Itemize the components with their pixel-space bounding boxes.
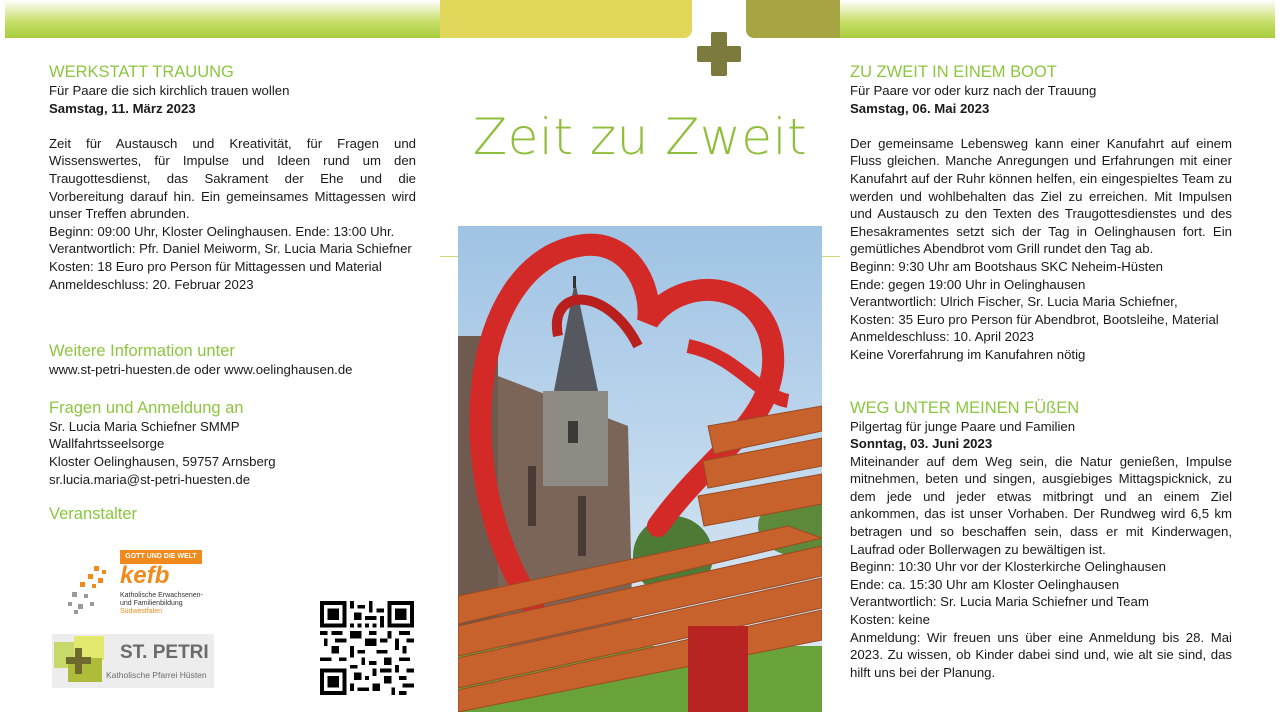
event2-detail: Kosten: 35 Euro pro Person für Abendbrot, Bootsleihe, Material bbox=[850, 311, 1219, 327]
event1-subtitle: Für Paare die sich kirchlich trauen wollen bbox=[49, 83, 290, 98]
event2-subtitle: Für Paare vor oder kurz nach der Trauung bbox=[850, 83, 1097, 98]
top-tile-yellow bbox=[440, 0, 692, 38]
st-petri-subtitle: Katholische Pfarrei Hüsten bbox=[106, 670, 207, 680]
cross-icon bbox=[697, 32, 741, 76]
kefb-badge: GOTT UND DIE WELT bbox=[120, 550, 202, 564]
event2-detail: Ende: gegen 19:00 Uhr in Oelinghausen bbox=[850, 276, 1086, 292]
top-band-right bbox=[840, 0, 1275, 38]
event3-subtitle: Pilgertag für junge Paare und Familien bbox=[850, 418, 1076, 434]
kefb-logo bbox=[62, 548, 212, 618]
right-column bbox=[850, 62, 1232, 681]
event2-detail: Verantwortlich: Ulrich Fischer, Sr. Lucia Maria Schiefner, bbox=[850, 294, 1178, 310]
kefb-line: Katholische Erwachsenen- bbox=[120, 592, 203, 599]
event2-detail: Anmeldeschluss: 10. April 2023 bbox=[850, 329, 1034, 345]
top-tile-olive bbox=[746, 0, 840, 38]
event1-detail: Verantwortlich: Pfr. Daniel Meiworm, Sr. Lucia Maria Schiefner bbox=[49, 241, 412, 257]
event3-detail: Beginn: 10:30 Uhr vor der Klosterkirche Oelinghausen bbox=[850, 559, 1166, 575]
kefb-line: und Familienbildung bbox=[120, 600, 183, 607]
contact-email[interactable]: sr.lucia.maria@st-petri-huesten.de bbox=[49, 471, 251, 487]
event2-detail: Beginn: 9:30 Uhr am Bootshaus SKC Neheim-Hüsten bbox=[850, 258, 1163, 274]
event3-heading: WEG UNTER MEINEN FÜßEN bbox=[850, 398, 1080, 417]
event2-detail: Keine Vorerfahrung im Kanufahren nötig bbox=[850, 346, 1086, 362]
contact-line: Sr. Lucia Maria Schiefner SMMP bbox=[49, 418, 240, 434]
contact-line: Kloster Oelinghausen, 59757 Arnsberg bbox=[49, 453, 276, 469]
event3-description: Miteinander auf dem Weg sein, die Natur genießen, Impulse mitnehmen, beten und singen, ausgiebiges Mittagspicknick, zu dem jede und jeder etwas mitbringt und an einem Ziel ankommen, das ist unser Vorhaben. Der Rundweg wird 6,5 km betragen und so beschaffen sein, dass er mit Kinderwagen, Laufrad oder Bollerwagen zu bewältigen ist. bbox=[850, 453, 1232, 557]
main-title: Zeit zu Zweit bbox=[472, 108, 808, 166]
st-petri-name: ST. PETRI bbox=[120, 642, 209, 663]
st-petri-logo bbox=[52, 634, 214, 688]
event3-detail: Kosten: keine bbox=[850, 612, 930, 628]
event1-detail: Anmeldeschluss: 20. Februar 2023 bbox=[49, 276, 254, 292]
info-heading: Weitere Information unter bbox=[49, 342, 235, 361]
info-links[interactable]: www.st-petri-huesten.de oder www.oelinghausen.de bbox=[49, 362, 353, 378]
left-column bbox=[49, 62, 416, 524]
cover-photo bbox=[458, 226, 822, 712]
kefb-dots-icon bbox=[64, 562, 118, 616]
kefb-line: Südwestfalen bbox=[120, 608, 163, 615]
event1-heading: WERKSTATT TRAUUNG bbox=[49, 63, 234, 81]
kefb-name: kefb bbox=[120, 562, 170, 589]
event3-date: Sonntag, 03. Juni 2023 bbox=[850, 436, 993, 452]
contact-heading: Fragen und Anmeldung an bbox=[49, 398, 244, 417]
event1-detail: Beginn: 09:00 Uhr, Kloster Oelinghausen. Ende: 13:00 Uhr. bbox=[49, 223, 395, 239]
event2-date: Samstag, 06. Mai 2023 bbox=[850, 100, 990, 116]
top-band-left bbox=[5, 0, 440, 38]
event1-detail: Kosten: 18 Euro pro Person für Mittagessen und Material bbox=[49, 258, 382, 274]
event1-date: Samstag, 11. März 2023 bbox=[49, 100, 196, 116]
contact-line: Wallfahrtsseelsorge bbox=[49, 436, 165, 452]
event3-detail: Ende: ca. 15:30 Uhr am Kloster Oelinghausen bbox=[850, 576, 1120, 592]
event1-description: Zeit für Austausch und Kreativität, für Fragen und Wissenswertes, für Impulse und Ideen rund um den Traugottesdienst, das Sakrament der Ehe und die Vorbereitung darauf hin. Ein gemeinsames Mittagessen wird unser Treffen abrunden. bbox=[49, 135, 416, 222]
event3-registration: Anmeldung: Wir freuen uns über eine Anmeldung bis 28. Mai 2023. Zu wissen, ob Kinder dabei sind und, wie alt sie sind, das hilft uns bei der Planung. bbox=[850, 629, 1232, 680]
event3-detail: Verantwortlich: Sr. Lucia Maria Schiefner und Team bbox=[850, 594, 1149, 610]
organizer-heading: Veranstalter bbox=[49, 505, 138, 524]
event2-heading: ZU ZWEIT IN EINEM BOOT bbox=[850, 63, 1057, 81]
qr-code-icon[interactable] bbox=[320, 601, 414, 695]
event2-description: Der gemeinsame Lebensweg kann einer Kanufahrt auf einem Fluss gleichen. Manche Anregungen und Erfahrungen mit einer Kanufahrt auf der Ruhr können helfen, ein eingespieltes Team zu werden und wohlbehalten das Ziel zu erreichen. Mit Impulsen und Austausch zu den Texten des Traugottesdienstes und des Ehesakramentes setzt sich der Tag in Oelinghausen fort. Ein gemütliches Abendbrot vom Grill rundet den Tag ab. bbox=[850, 135, 1232, 257]
